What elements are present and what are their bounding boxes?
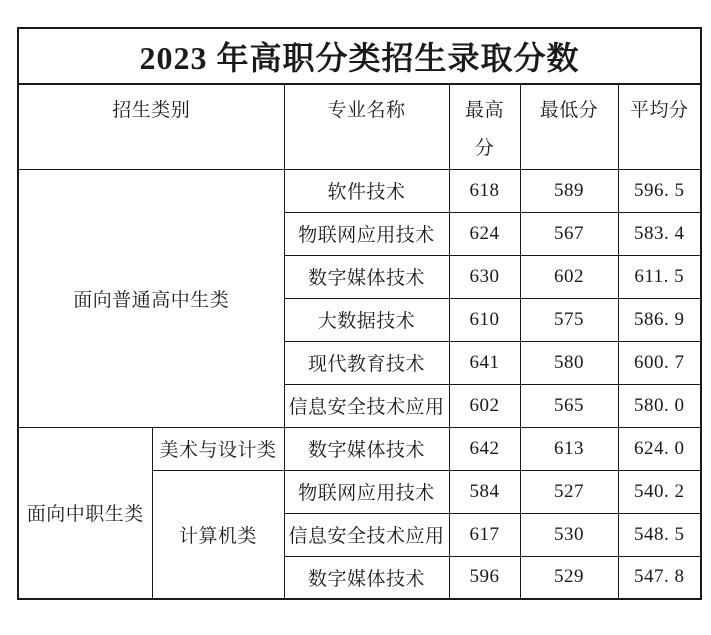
column-header-major: 专业名称: [284, 84, 449, 169]
min-score-cell: 565: [520, 384, 618, 427]
table-row: [18, 169, 701, 212]
major-cell: 数字媒体技术: [284, 255, 449, 298]
min-score-cell: 567: [520, 212, 618, 255]
avg-score-cell: 540. 2: [618, 470, 701, 513]
min-score-cell: 589: [520, 169, 618, 212]
category-cell-general-high-school: 面向普通高中生类: [18, 169, 284, 427]
max-score-cell: 641: [449, 341, 520, 384]
min-score-cell: 580: [520, 341, 618, 384]
avg-score-cell: 600. 7: [618, 341, 701, 384]
table-row: [18, 427, 701, 470]
column-header-max-score-label: 最高分: [464, 100, 504, 159]
avg-score-cell: 580. 0: [618, 384, 701, 427]
major-cell: 现代教育技术: [284, 341, 449, 384]
major-cell: 数字媒体技术: [284, 556, 449, 599]
max-score-cell: 584: [449, 470, 520, 513]
major-cell: 信息安全技术应用: [284, 384, 449, 427]
min-score-cell: 529: [520, 556, 618, 599]
subcategory-cell-art-design: 美术与设计类: [152, 427, 284, 470]
max-score-cell: 642: [449, 427, 520, 470]
max-score-cell: 618: [449, 169, 520, 212]
avg-score-cell: 624. 0: [618, 427, 701, 470]
min-score-cell: 602: [520, 255, 618, 298]
category-cell-vocational-school: 面向中职生类: [18, 427, 152, 599]
column-header-avg-score: 平均分: [618, 84, 701, 169]
max-score-cell: 596: [449, 556, 520, 599]
subcategory-cell-computer: 计算机类: [152, 470, 284, 599]
avg-score-cell: 547. 8: [618, 556, 701, 599]
table-row: [18, 28, 701, 84]
column-header-min-score: 最低分: [520, 84, 618, 169]
min-score-cell: 613: [520, 427, 618, 470]
major-cell: 软件技术: [284, 169, 449, 212]
avg-score-cell: 586. 9: [618, 298, 701, 341]
avg-score-cell: 611. 5: [618, 255, 701, 298]
max-score-cell: 624: [449, 212, 520, 255]
column-header-category: 招生类别: [18, 84, 284, 169]
max-score-cell: 602: [449, 384, 520, 427]
avg-score-cell: 548. 5: [618, 513, 701, 556]
major-cell: 物联网应用技术: [284, 470, 449, 513]
max-score-cell: 617: [449, 513, 520, 556]
avg-score-cell: 596. 5: [618, 169, 701, 212]
major-cell: 大数据技术: [284, 298, 449, 341]
major-cell: 物联网应用技术: [284, 212, 449, 255]
admission-score-table: [17, 27, 702, 600]
table-row: [18, 84, 701, 169]
min-score-cell: 575: [520, 298, 618, 341]
max-score-cell: 610: [449, 298, 520, 341]
min-score-cell: 527: [520, 470, 618, 513]
min-score-cell: 530: [520, 513, 618, 556]
avg-score-cell: 583. 4: [618, 212, 701, 255]
major-cell: 信息安全技术应用: [284, 513, 449, 556]
major-cell: 数字媒体技术: [284, 427, 449, 470]
max-score-cell: 630: [449, 255, 520, 298]
page-title: 2023 年高职分类招生录取分数: [18, 28, 701, 84]
column-header-max-score: [449, 84, 520, 169]
